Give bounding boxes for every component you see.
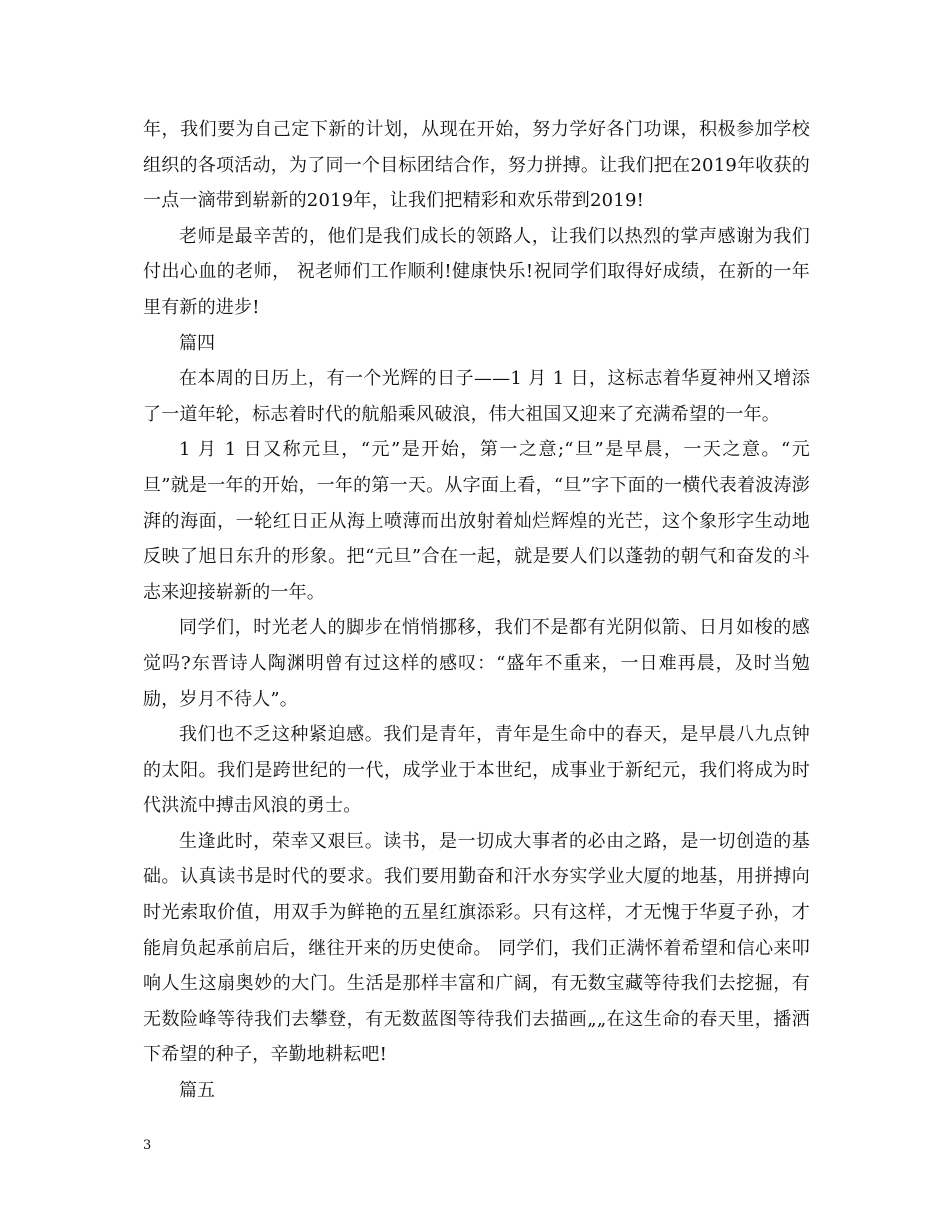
document-body	[143, 112, 810, 1109]
section-heading-5: 篇五	[179, 1080, 215, 1102]
paragraph-continuation: 年，我们要为自己定下新的计划，从现在开始，努力学好各门功课，积极参加学校组织的各项活动，为了同一个目标团结合作，努力拼搏。让我们把在2019年收获的一点一滴带到崭新的2019年，让我们把精彩和欢乐带到2019!	[143, 119, 810, 212]
section-heading-4: 篇四	[179, 332, 215, 354]
paragraph-calendar: 在本周的日历上，有一个光辉的日子——1 月 1 日，这标志着华夏神州又增添了一道年轮，标志着时代的航船乘风破浪，伟大祖国又迎来了充满希望的一年。	[143, 368, 810, 425]
page-number: 3	[143, 1138, 152, 1153]
paragraph-time-passing: 同学们，时光老人的脚步在悄悄挪移，我们不是都有光阴似箭、日月如梭的感觉吗?东晋诗人陶渊明曾有过这样的感叹：“盛年不重来，一日难再晨，及时当勉励，岁月不待人”。	[143, 617, 810, 710]
paragraph-study-mission: 生逢此时，荣幸又艰巨。读书，是一切成大事者的必由之路，是一切创造的基础。认真读书是时代的要求。我们要用勤奋和汗水夯实学业大厦的地基，用拼搏向时光索取价值，用双手为鲜艳的五星红旗添彩。只有这样，才无愧于华夏子孙，才能肩负起承前启后，继往开来的历史使命。 同学们，我们正满怀着希望和信心来叩响人生这扇奥妙的大门。生活是那样丰富和广阔，有无数宝藏等待我们去挖掘，有无数险峰等待我们去攀登，有无数蓝图等待我们去描画„„在这生命的春天里，播洒下希望的种子，辛勤地耕耘吧!	[143, 830, 810, 1066]
paragraph-urgency: 我们也不乏这种紧迫感。我们是青年，青年是生命中的春天，是早晨八九点钟的太阳。我们是跨世纪的一代，成学业于本世纪，成事业于新纪元，我们将成为时代洪流中搏击风浪的勇士。	[143, 724, 810, 817]
paragraph-teachers-thanks: 老师是最辛苦的，他们是我们成长的领路人，让我们以热烈的掌声感谢为我们付出心血的老师， 祝老师们工作顺利!健康快乐!祝同学们取得好成绩，在新的一年里有新的进步!	[143, 225, 810, 318]
paragraph-yuandan-meaning: 1 月 1 日又称元旦，“元”是开始，第一之意;“旦”是早晨，一天之意。“元旦”就是一年的开始，一年的第一天。从字面上看，“旦”字下面的一横代表着波涛澎湃的海面，一轮红日正从海上喷薄而出放射着灿烂辉煌的光芒，这个象形字生动地反映了旭日东升的形象。把“元旦”合在一起，就是要人们以蓬勃的朝气和奋发的斗志来迎接崭新的一年。	[143, 439, 810, 603]
